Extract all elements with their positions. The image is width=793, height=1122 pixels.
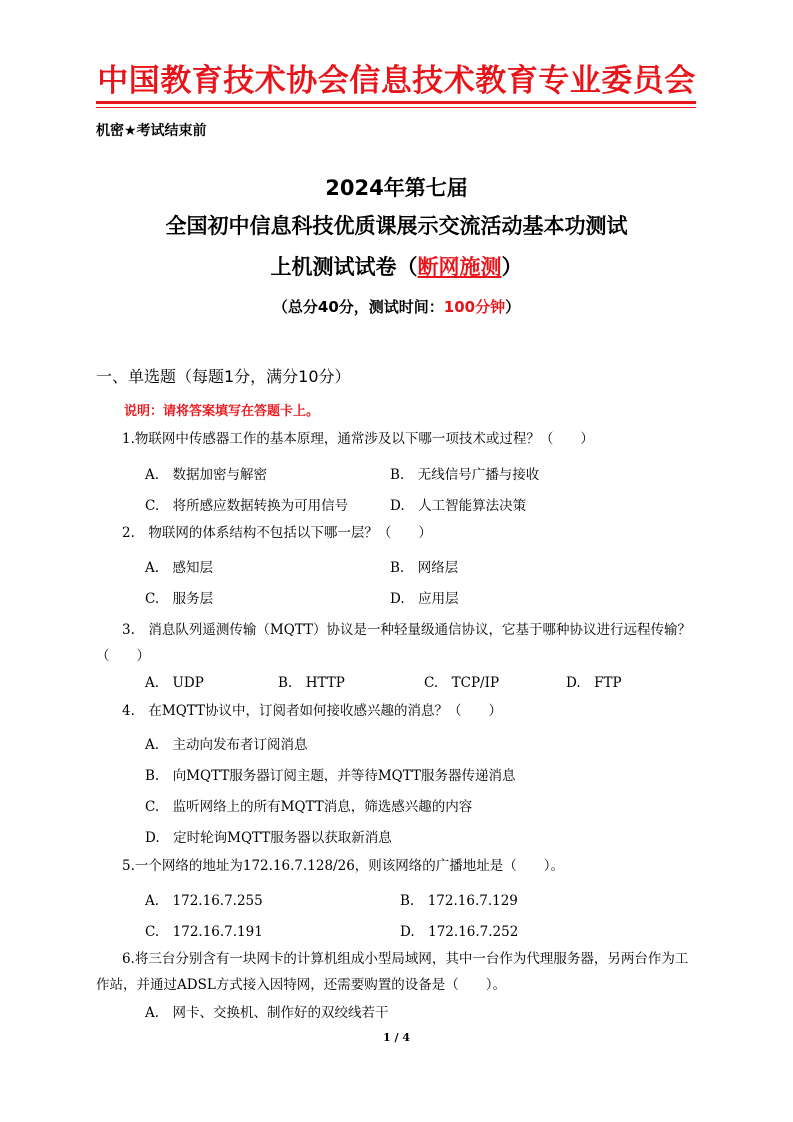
question-5-option-a: A. 172.16.7.255	[145, 893, 263, 909]
question-3-option-d: D. FTP	[566, 675, 622, 691]
question-5-option-d: D. 172.16.7.252	[400, 924, 519, 940]
question-1-option-b: B. 无线信号广播与接收	[390, 467, 540, 483]
question-4-option-d: D. 定时轮询MQTT服务器以获取新消息	[145, 830, 392, 846]
question-1: 1.物联网中传感器工作的基本原理，通常涉及以下哪一项技术或过程？（ ）	[122, 431, 594, 447]
question-2: 2. 物联网的体系结构不包括以下哪一层？（ ）	[122, 525, 432, 541]
question-4-option-c: C. 监听网络上的所有MQTT消息，筛选感兴趣的内容	[145, 799, 473, 815]
exam-event-title: 全国初中信息科技优质课展示交流活动基本功测试	[165, 214, 628, 238]
section-note: 说明：请将答案填写在答题卡上。	[124, 404, 320, 419]
question-2-option-d: D. 应用层	[390, 591, 459, 607]
question-6: 6.将三台分别含有一块网卡的计算机组成小型局域网，其中一台作为代理服务器，另两台作为工作站，并通过ADSL方式接入因特网，还需要购置的设备是（ ）。	[96, 951, 689, 993]
confidential-label: 机密★考试结束前	[96, 123, 207, 139]
exam-score-info	[0, 296, 793, 317]
question-4-option-b: B. 向MQTT服务器订阅主题，并等待MQTT服务器传递消息	[145, 768, 516, 784]
score-suffix: ）	[505, 298, 521, 316]
page-number: 1 / 4	[383, 1031, 410, 1044]
question-5-option-c: C. 172.16.7.191	[145, 924, 263, 940]
header-rule-thin	[96, 107, 696, 108]
score-prefix: （总分40分，测试时间：	[272, 298, 444, 316]
header-rule-thick	[96, 101, 696, 104]
paper-title-prefix: 上机测试试卷（	[270, 255, 418, 279]
question-5-option-b: B. 172.16.7.129	[400, 893, 518, 909]
section-title: 一、单选题（每题1分，满分10分）	[96, 367, 351, 386]
paper-title-suffix: ）	[501, 255, 523, 279]
question-2-option-a: A. 感知层	[145, 560, 214, 576]
question-6-option-a: A. 网卡、交换机、制作好的双绞线若干	[145, 1005, 389, 1021]
exam-year-title: 2024年第七届	[325, 176, 468, 200]
score-time: 100分钟	[443, 298, 506, 316]
question-3-option-b: B. HTTP	[278, 675, 345, 691]
question-4-option-a: A. 主动向发布者订阅消息	[145, 737, 308, 753]
question-3-option-c: C. TCP/IP	[424, 675, 500, 691]
org-title: 中国教育技术协会信息技术教育专业委员会	[97, 63, 696, 99]
question-3: 3. 消息队列遥测传输（MQTT）协议是一种轻量级通信协议，它基于哪种协议进行远程传输？（ ）	[96, 622, 692, 664]
paper-mode: 断网施测	[417, 255, 502, 279]
question-3-option-a: A. UDP	[145, 675, 204, 691]
question-5: 5.一个网络的地址为172.16.7.128/26，则该网络的广播地址是（ ）。	[122, 858, 565, 874]
question-2-option-c: C. 服务层	[145, 591, 214, 607]
question-4: 4. 在MQTT协议中，订阅者如何接收感兴趣的消息？（ ）	[122, 703, 503, 719]
question-1-option-c: C. 将所感应数据转换为可用信号	[145, 498, 349, 514]
question-1-option-a: A. 数据加密与解密	[145, 467, 268, 483]
exam-paper-title	[0, 251, 793, 281]
question-2-option-b: B. 网络层	[390, 560, 459, 576]
question-1-option-d: D. 人工智能算法决策	[390, 498, 527, 514]
